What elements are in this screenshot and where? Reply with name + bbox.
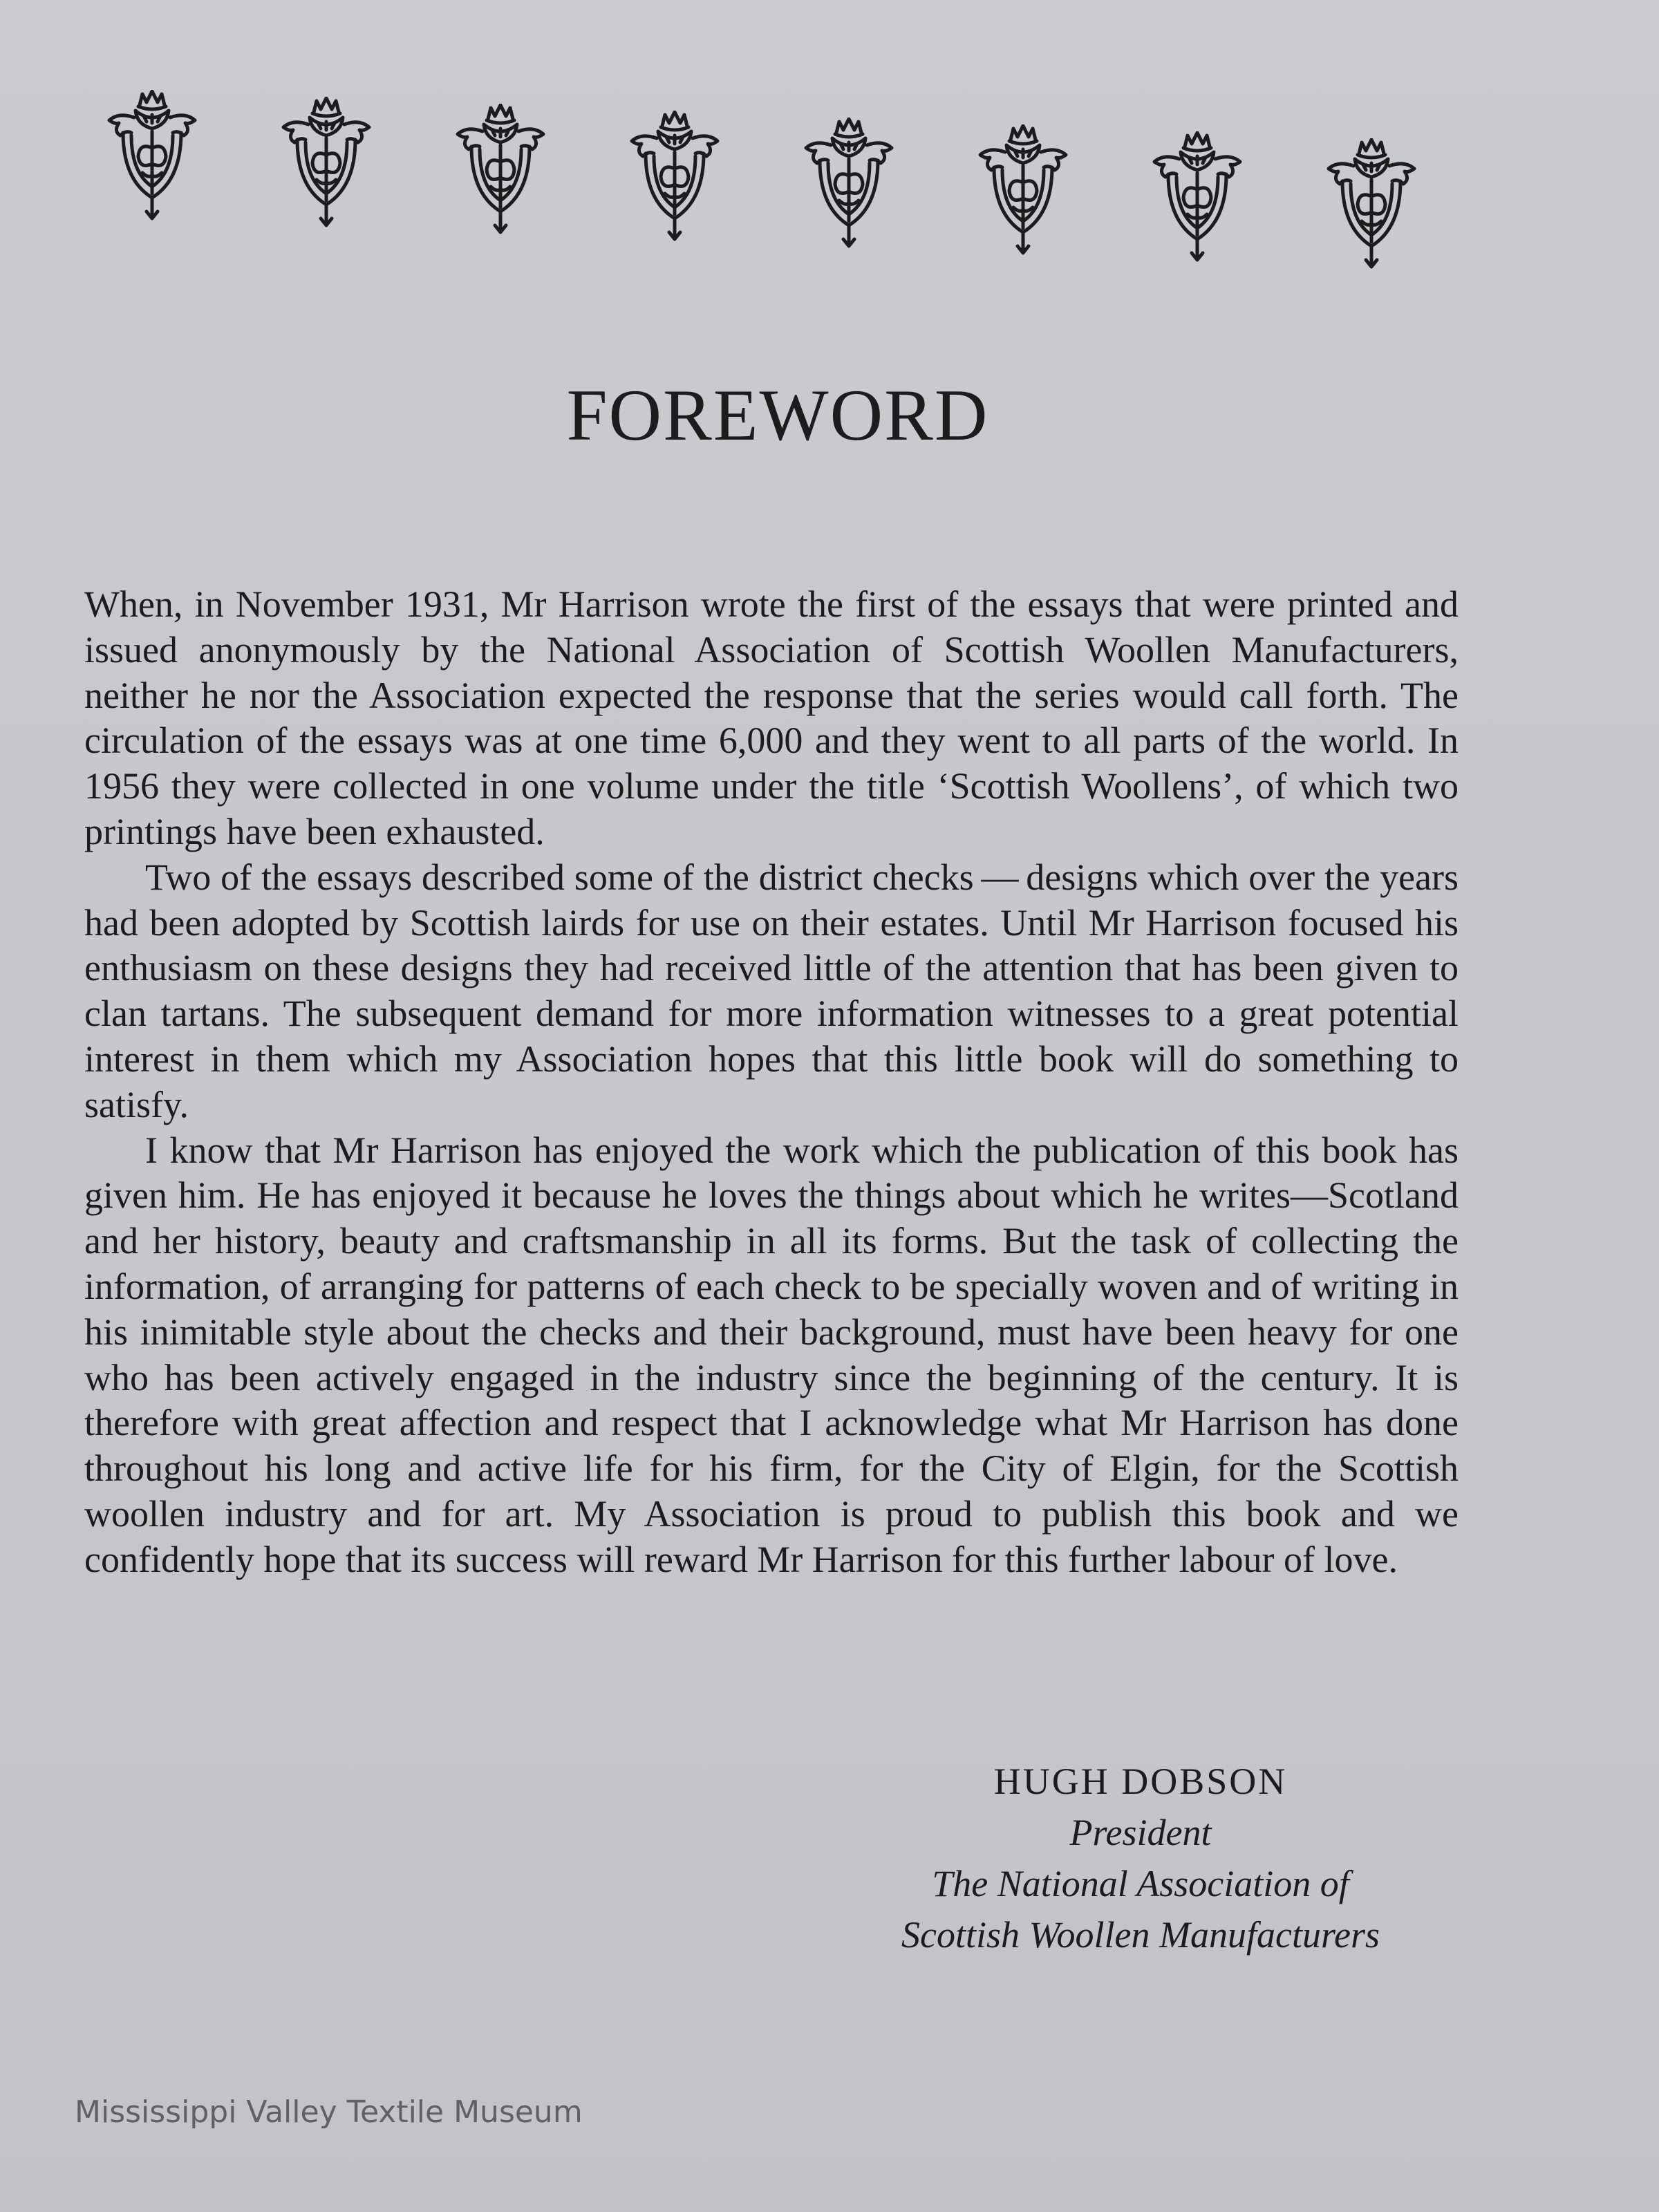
signatory-role: President — [1069, 1812, 1212, 1853]
paragraph-2: Two of the essays described some of the district checks — designs which over the years had been adopted by Scottish lairds for use on their estates. Until Mr Harrison focused his enthusiasm on these designs they had received little of the attention that has been given to clan tartans. The subsequent demand for more information witnesses to a great potential interest in them which my Association hopes that this little book will do something to satisfy. — [84, 856, 1459, 1125]
signature-block — [830, 1756, 1452, 1960]
paragraph-1: When, in November 1931, Mr Harrison wrote the first of the essays that were printed and issued anonymously by the National Association of Scottish Woollen Manufacturers, neither he nor the Association expected the response that the series would call forth. The circulation of the essays was at one time 6,000 and they went to all parts of the world. In 1956 they were collected in one volume under the title ‘Scottish Woollens’, of which two printings have been exhausted. — [84, 583, 1459, 852]
thistle-icon — [975, 124, 1071, 256]
thistle-icon — [278, 97, 375, 228]
page-title: FOREWORD — [566, 375, 989, 456]
thistle-icon — [104, 90, 200, 221]
organization-line-1: The National Association of — [932, 1863, 1349, 1904]
foreword-body — [84, 582, 1459, 1583]
thistle-icon — [1149, 131, 1246, 263]
organization-line-2: Scottish Woollen Manufacturers — [901, 1914, 1380, 1956]
thistle-icon — [800, 118, 897, 249]
paragraph-3: I know that Mr Harrison has enjoyed the work which the publication of this book has given him. He has enjoyed it because he loves the things about which he writes—Scotland and her history, beauty and craftsmanship in all its forms. But the task of collecting the information, of arranging for patterns of each check to be specially woven and of writing in his inimitable style about the checks and their background, must have been heavy for one who has been actively engaged in the industry since the beginning of the century. It is therefore with great affection and respect that I acknowledge what Mr Harrison has done throughout his long and active life for his firm, for the City of Elgin, for the Scottish woollen industry and for art. My Association is proud to publish this book and we confidently hope that its success will reward Mr Harrison for this further labour of love. — [84, 1129, 1459, 1580]
watermark: Mississippi Valley Textile Museum — [75, 2094, 583, 2130]
thistle-icon — [452, 104, 549, 235]
thistle-ornament-row — [104, 90, 1452, 249]
thistle-icon — [626, 111, 723, 242]
thistle-icon — [1323, 138, 1420, 270]
signatory-name: HUGH DOBSON — [993, 1761, 1288, 1802]
